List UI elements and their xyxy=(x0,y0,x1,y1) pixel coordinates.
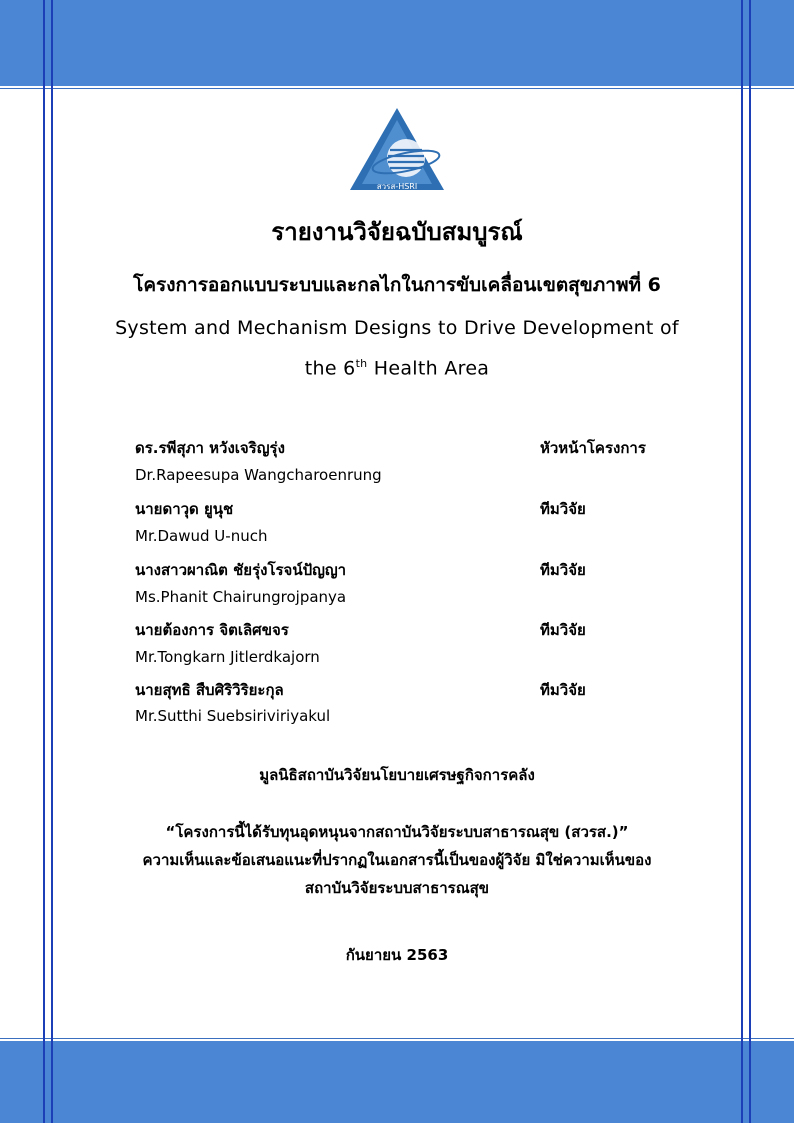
team-member-role: ทีมวิจัย xyxy=(540,561,586,579)
footer-rule xyxy=(0,1038,794,1039)
team-member-name-en: Dr.Rapeesupa Wangcharoenrung xyxy=(135,466,382,484)
project-title-thai: โครงการออกแบบระบบและกลไกในการขับเคลื่อนเขตสุขภาพที่ 6 xyxy=(133,274,661,296)
team-member-name-en: Mr.Tongkarn Jitlerdkajorn xyxy=(135,648,320,666)
team-member-role: ทีมวิจัย xyxy=(540,621,586,639)
logo-text: สวรส-HSRI xyxy=(376,182,418,191)
footer-band xyxy=(0,1041,794,1123)
project-title-english xyxy=(0,311,794,386)
team-member-name-th: ดร.รพีสุภา หวังเจริญรุ่ง xyxy=(135,439,285,457)
team-member-name-th: นายต้องการ จิตเลิศขจร xyxy=(135,621,289,639)
team-member-name-en: Ms.Phanit Chairungrojpanya xyxy=(135,588,347,606)
team-member-name-en: Mr.Dawud U-nuch xyxy=(135,527,268,545)
project-title-english-line2: the 6th Health Area xyxy=(304,357,490,380)
team-member-role: ทีมวิจัย xyxy=(540,681,586,699)
funding-note-line: “โครงการนี้ได้รับทุนอุดหนุนจากสถาบันวิจัยระบบสาธารณสุข (สวรส.)” xyxy=(165,823,629,841)
team-member-role: ทีมวิจัย xyxy=(540,500,586,518)
team-member-name-th: นายดาวุด ยูนุช xyxy=(135,500,234,518)
funding-note xyxy=(0,818,794,902)
funding-note-line: ความเห็นและข้อเสนอแนะที่ปรากฏในเอกสารนี้เป็นของผู้วิจัย มิใช่ความเห็นของ xyxy=(142,851,652,869)
funding-note-line: สถาบันวิจัยระบบสาธารณสุข xyxy=(304,879,490,897)
team-member-name-th: นางสาวผาณิต ชัยรุ่งโรจน์ปัญญา xyxy=(135,561,347,579)
team-member-name-th: นายสุทธิ สืบศิริวิริยะกุล xyxy=(135,681,284,699)
team-member-role: หัวหน้าโครงการ xyxy=(540,439,646,457)
report-date: กันยายน 2563 xyxy=(345,946,449,964)
report-title: รายงานวิจัยฉบับสมบูรณ์ xyxy=(271,218,523,246)
project-title-english-line1: System and Mechanism Designs to Drive Development of xyxy=(115,317,679,339)
team-member-name-en: Mr.Sutthi Suebsiriviriyakul xyxy=(135,707,331,725)
hsri-logo-icon xyxy=(348,106,446,192)
organization-name: มูลนิธิสถาบันวิจัยนโยบายเศรษฐกิจการคลัง xyxy=(259,766,535,784)
header-rule xyxy=(0,88,794,89)
header-band xyxy=(0,0,794,86)
